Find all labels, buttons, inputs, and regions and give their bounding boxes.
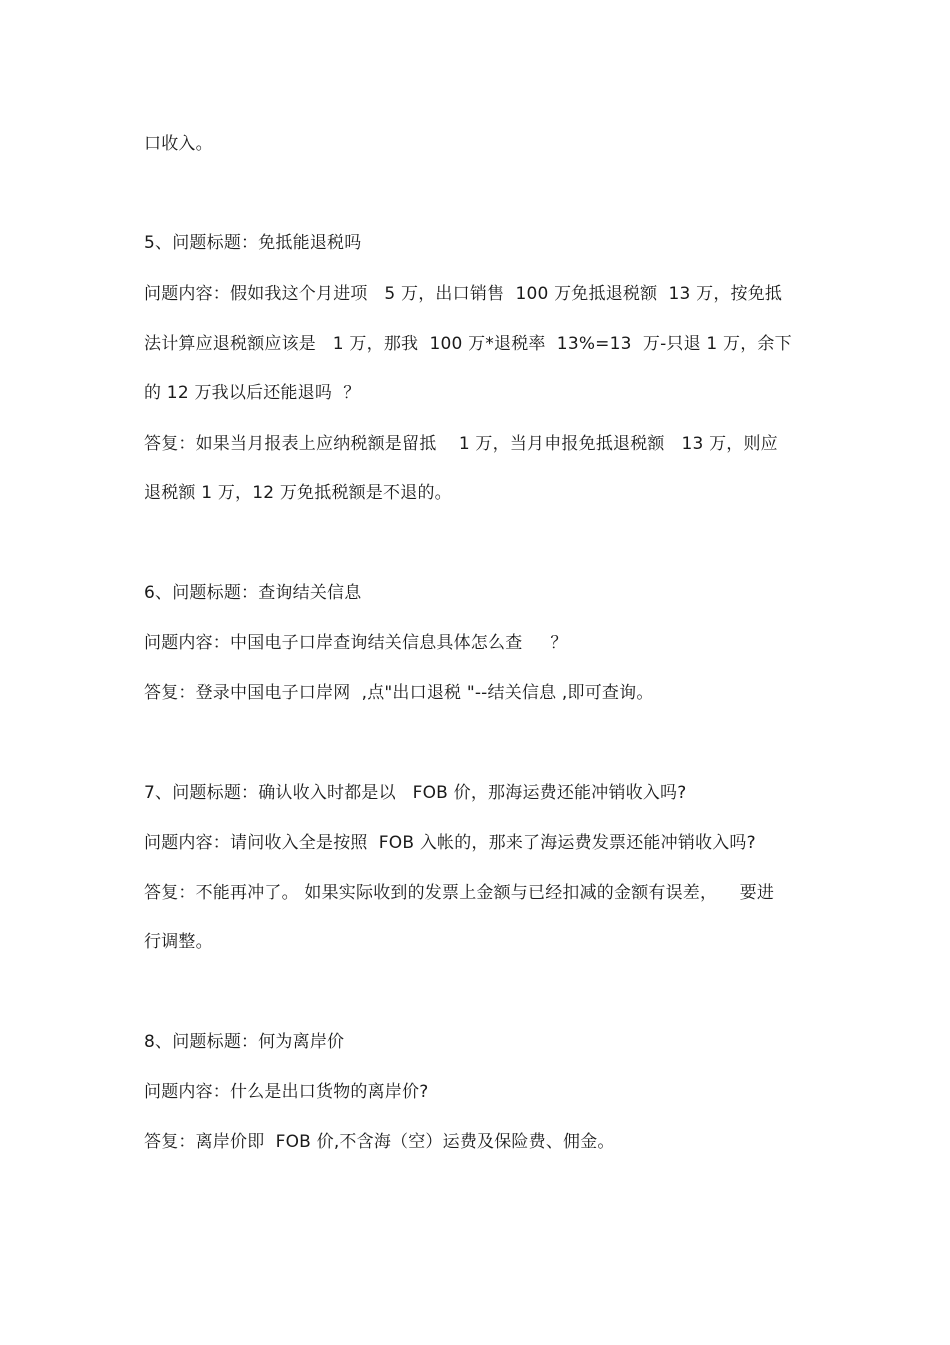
question-6-answer: 答复：登录中国电子口岸网 ,点"出口退税 "--结关信息 ,即可查询。: [144, 683, 654, 703]
question-8-answer: 答复：离岸价即 FOB 价,不含海（空）运费及保险费、佣金。: [144, 1132, 615, 1152]
question-5-content-line-1: 问题内容：假如我这个月进项 5 万，出口销售 100 万免抵退税额 13 万，按免抵: [144, 284, 783, 304]
question-8-content: 问题内容：什么是出口货物的离岸价?: [144, 1082, 429, 1102]
text-line-continuation: 口收入。: [144, 134, 213, 154]
question-8-title: 8、问题标题：何为离岸价: [144, 1032, 345, 1052]
question-6-title: 6、问题标题：查询结关信息: [144, 583, 362, 603]
question-7-answer-line-1: 答复：不能再冲了。 如果实际收到的发票上金额与已经扣减的金额有误差， 要进: [144, 883, 775, 903]
question-5-answer-line-2: 退税额 1 万，12 万免抵税额是不退的。: [144, 483, 452, 503]
question-6-content: 问题内容：中国电子口岸查询结关信息具体怎么查 ？: [144, 633, 568, 653]
question-7-content: 问题内容：请问收入全是按照 FOB 入帐的，那来了海运费发票还能冲销收入吗?: [144, 833, 756, 853]
question-7-title: 7、问题标题：确认收入时都是以 FOB 价，那海运费还能冲销收入吗?: [144, 783, 687, 803]
question-7-answer-line-2: 行调整。: [144, 932, 213, 952]
question-5-answer-line-1: 答复：如果当月报表上应纳税额是留抵 1 万，当月申报免抵退税额 13 万，则应: [144, 434, 778, 454]
question-5-content-line-2: 法计算应退税额应该是 1 万，那我 100 万*退税率 13%=13 万-只退 1 万，余下: [144, 334, 792, 354]
question-5-title: 5、问题标题：免抵能退税吗: [144, 233, 362, 253]
question-5-content-line-3: 的 12 万我以后还能退吗 ？: [144, 383, 361, 403]
